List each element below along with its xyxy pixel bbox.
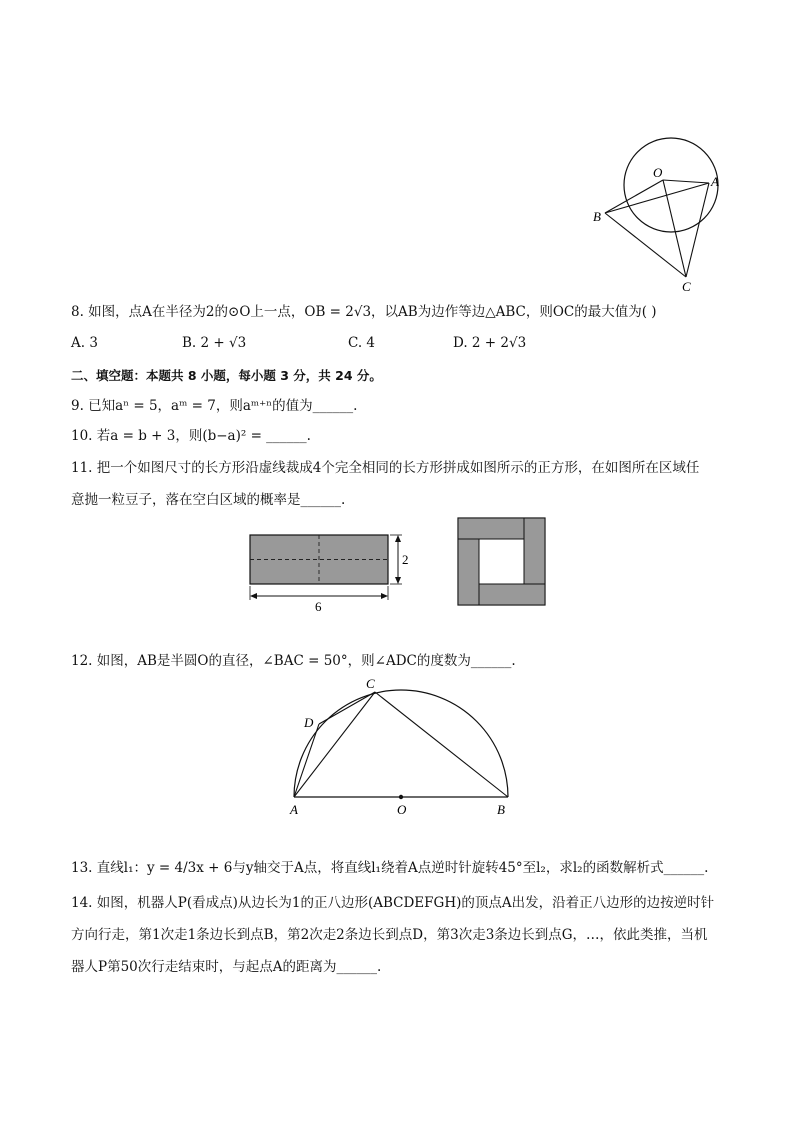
q8-figure	[585, 135, 735, 295]
q12-question: 12. 如图，AB是半圆O的直径，∠BAC = 50°，则∠ADC的度数为______.	[71, 653, 516, 669]
q8-label-O: O	[653, 165, 663, 180]
q11-figure	[240, 512, 560, 617]
q11-piece-left	[458, 539, 479, 605]
q11-arrow-up	[395, 535, 401, 542]
q8-segment-OA	[663, 180, 709, 183]
q10-question: 10. 若a = b + 3，则(b−a)² = ______.	[71, 428, 311, 444]
q13-question: 13. 直线l₁：y = 4/3x + 6与y轴交于A点，将直线l₁绕着A点逆时针旋转45°至l₂，求l₂的函数解析式______.	[71, 860, 709, 876]
q11-height-label: 2	[402, 552, 409, 567]
q8-option-b: B. 2 + √3	[182, 335, 247, 351]
q8-segment-BC	[605, 213, 686, 277]
q9-question: 9. 已知aⁿ = 5，aᵐ = 7，则aᵐ⁺ⁿ的值为______.	[71, 398, 358, 414]
section-heading-fill-in: 二、填空题：本题共 8 小题，每小题 3 分，共 24 分。	[71, 368, 382, 383]
q12-label-D: D	[304, 715, 314, 730]
q8-label-B: B	[593, 209, 601, 224]
q8-segment-OC	[663, 180, 686, 277]
q11-arrow-left	[250, 593, 257, 599]
q8-label-C: C	[682, 279, 691, 294]
q12-chord-DC	[319, 692, 375, 724]
q12-figure	[280, 675, 520, 820]
q12-chord-AC	[294, 692, 375, 797]
q11-piece-right	[524, 518, 545, 584]
q12-semicircle-arc	[294, 690, 508, 797]
q12-chord-BC	[375, 692, 508, 797]
q8-segment-OB	[605, 180, 663, 213]
q11-piece-top	[458, 518, 524, 539]
q12-chord-AD	[294, 724, 319, 797]
q11-arrow-right	[381, 593, 388, 599]
q12-label-A: A	[290, 802, 298, 817]
q14-question-line1: 14. 如图，机器人P(看成点)从边长为1的正八边形(ABCDEFGH)的顶点A出发，沿着正八边形的边按逆时针	[71, 895, 715, 911]
q12-center-point	[399, 795, 403, 799]
q14-question-line2: 方向行走，第1次走1条边长到点B，第2次走2条边长到点D，第3次走3条边长到点G，…，依此类推，当机	[71, 927, 708, 943]
q12-label-O: O	[397, 802, 407, 817]
q11-width-label: 6	[315, 599, 322, 614]
q8-question: 8. 如图，点A在半径为2的⊙O上一点，OB = 2√3，以AB为边作等边△ABC，则OC的最大值为( )	[71, 304, 657, 320]
q11-piece-bottom	[479, 584, 545, 605]
q11-question-line2: 意抛一粒豆子，落在空白区域的概率是______.	[71, 492, 346, 508]
q8-option-d: D. 2 + 2√3	[453, 335, 527, 351]
q11-blank-center	[479, 539, 524, 584]
q11-assembled-square	[458, 518, 545, 605]
q8-option-c: C. 4	[348, 335, 376, 351]
q11-arrow-down	[395, 577, 401, 584]
q14-question-line3: 器人P第50次行走结束时，与起点A的距离为______.	[71, 959, 382, 975]
q8-segment-AC	[686, 183, 709, 277]
q8-label-A: A	[711, 174, 719, 189]
q8-segment-AB	[605, 183, 709, 213]
q11-question-line1: 11. 把一个如图尺寸的长方形沿虚线裁成4个完全相同的长方形拼成如图所示的正方形，在如图所在区域任	[71, 460, 700, 476]
q8-option-a: A. 3	[71, 335, 98, 351]
q12-label-C: C	[366, 676, 375, 691]
q12-label-B: B	[497, 802, 505, 817]
